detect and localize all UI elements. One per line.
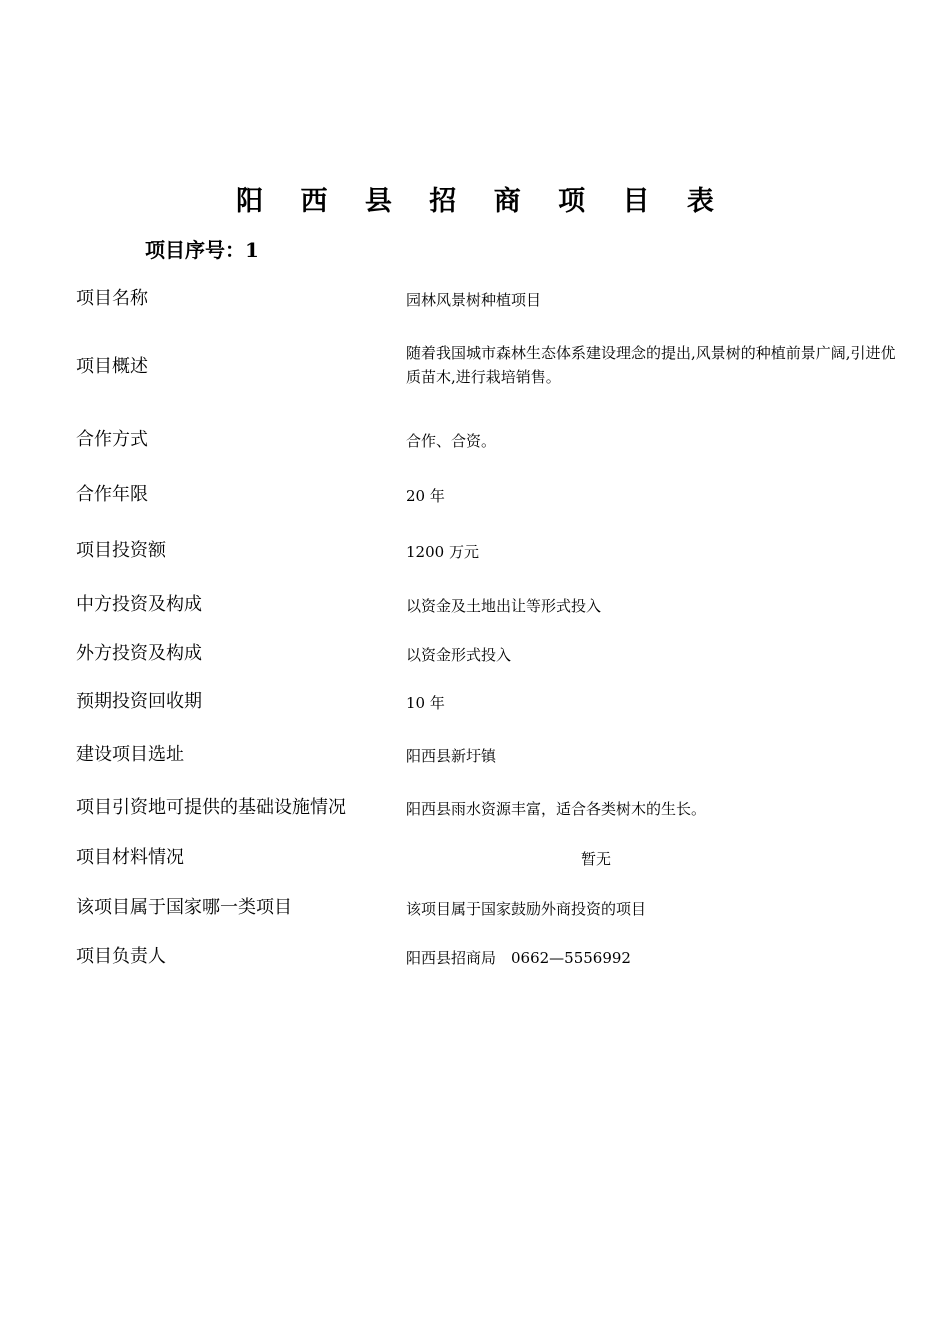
row-label-cooperation-term: 合作年限: [76, 484, 148, 505]
row-value-foreign-investment: 以资金形式投入: [406, 646, 512, 664]
project-serial: 项目序号：1: [145, 238, 259, 262]
row-label-overview: 项目概述: [76, 356, 148, 377]
row-label-project-name: 项目名称: [76, 288, 148, 309]
row-value-cooperation-mode: 合作、合资。: [406, 432, 497, 450]
row-label-infrastructure: 项目引资地可提供的基础设施情况: [76, 797, 346, 818]
row-value-contact: 阳西县招商局 0662—5556992: [406, 949, 631, 967]
row-value-payback-period: 10 年: [406, 694, 445, 712]
row-label-payback-period: 预期投资回收期: [76, 691, 202, 712]
row-label-chinese-investment: 中方投资及构成: [76, 594, 202, 615]
row-label-foreign-investment: 外方投资及构成: [76, 643, 202, 664]
row-value-investment-amount: 1200 万元: [406, 543, 479, 561]
row-label-project-category: 该项目属于国家哪一类项目: [76, 897, 292, 918]
row-value-materials: 暂无: [580, 850, 611, 868]
row-value-chinese-investment: 以资金及土地出让等形式投入: [406, 597, 602, 615]
row-value-project-category: 该项目属于国家鼓励外商投资的项目: [406, 900, 647, 918]
row-label-investment-amount: 项目投资额: [76, 540, 166, 561]
row-value-site: 阳西县新圩镇: [406, 747, 497, 765]
row-label-site: 建设项目选址: [76, 744, 184, 765]
row-label-cooperation-mode: 合作方式: [76, 429, 148, 450]
row-value-cooperation-term: 20 年: [406, 487, 445, 505]
document-title: 阳 西 县 招 商 项 目 表: [236, 186, 728, 217]
row-value-infrastructure: 阳西县雨水资源丰富，适合各类树木的生长。: [406, 800, 707, 818]
row-value-overview: 随着我国城市森林生态体系建设理念的提出,风景树的种植前景广阔,引进优质苗木,进行栽培销售。: [406, 344, 896, 386]
row-label-contact: 项目负责人: [76, 946, 166, 967]
row-value-project-name: 园林风景树种植项目: [406, 291, 542, 309]
row-label-materials: 项目材料情况: [76, 847, 184, 868]
